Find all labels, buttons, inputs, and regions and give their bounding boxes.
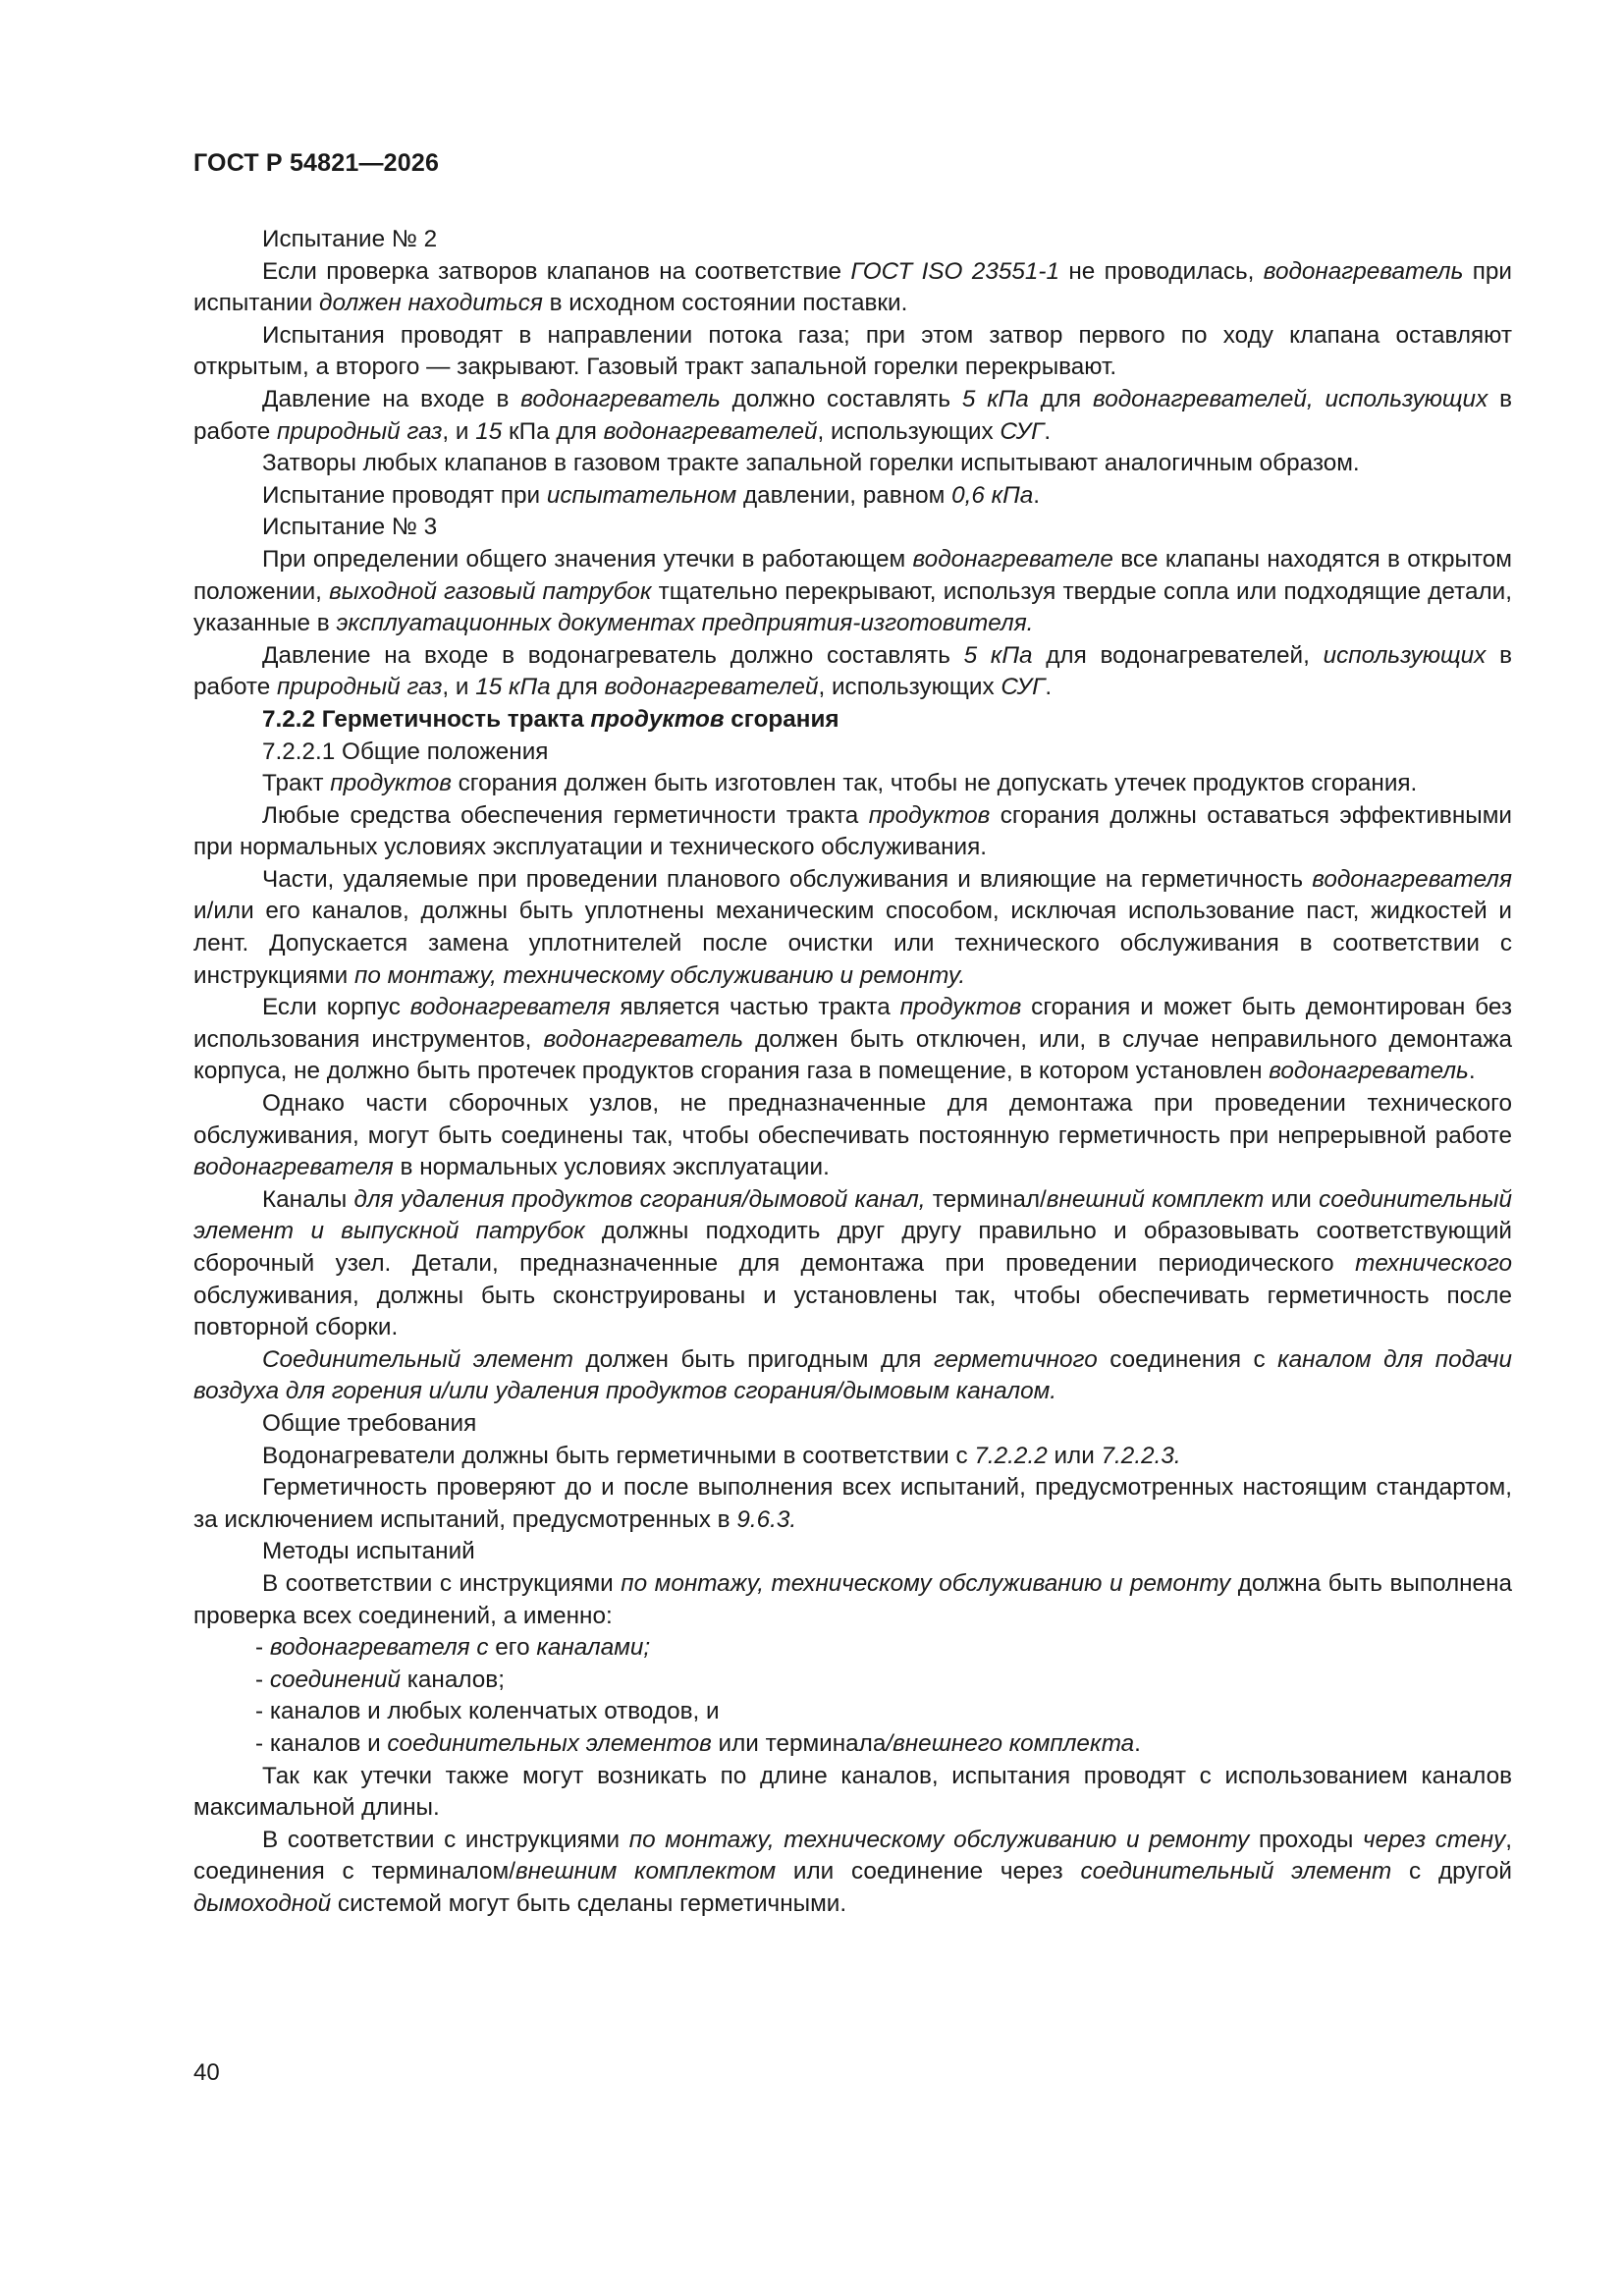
- paragraph: Испытание № 3: [262, 514, 438, 541]
- paragraph: Однако части сборочных узлов, не предназначенные для демонтажа при проведении технического обслуживания, могут быть соединены так, чтобы обеспечивать постоянную герметичность при непрерывной работе водонагревателя в нормальных условиях эксплуатации.: [193, 1090, 1512, 1181]
- paragraph: Методы испытаний: [262, 1538, 475, 1565]
- paragraph: Любые средства обеспечения герметичности тракта продуктов сгорания должны оставаться эффективными при нормальных условиях эксплуатации и технического обслуживания.: [193, 801, 1512, 861]
- paragraph: Соединительный элемент должен быть пригодным для герметичного соединения с каналом для подачи воздуха для горения и/или удаления продуктов сгорания/дымовым каналом.: [193, 1345, 1513, 1405]
- paragraph: Так как утечки также могут возникать по длине каналов, испытания проводят с использованием каналов максимальной длины.: [193, 1762, 1512, 1822]
- list-item: - водонагревателя с его каналами;: [255, 1634, 651, 1662]
- list-item: - соединений каналов;: [255, 1666, 505, 1693]
- paragraph: Если проверка затворов клапанов на соответствие ГОСТ ISO 23551-1 не проводилась, водонагреватель при испытании должен находиться в исходном состоянии поставки.: [193, 257, 1512, 317]
- list-item: - каналов и любых коленчатых отводов, и: [255, 1698, 720, 1725]
- paragraph: Герметичность проверяют до и после выполнения всех испытаний, предусмотренных настоящим стандартом, за исключением испытаний, предусмотренных в 9.6.3.: [193, 1474, 1512, 1533]
- paragraph: Давление на входе в водонагреватель должно составлять 5 кПа для водонагревателей, использующих в работе природный газ, и 15 кПа для водонагревателей, использующих СУГ.: [193, 385, 1512, 445]
- paragraph: Затворы любых клапанов в газовом тракте запальной горелки испытывают аналогичным образом.: [262, 450, 1360, 477]
- list-item: - каналов и соединительных элементов или терминала/внешнего комплекта.: [255, 1729, 1141, 1757]
- paragraph: В соответствии с инструкциями по монтажу, техническому обслуживанию и ремонту проходы через стену, соединения с терминалом/внешним комплектом или соединение через соединительный элемент с другой дымоходной системой могут быть сделаны герметичными.: [193, 1826, 1512, 1917]
- paragraph: Водонагреватели должны быть герметичными в соответствии с 7.2.2.2 или 7.2.2.3.: [262, 1442, 1181, 1469]
- document-header: ГОСТ Р 54821—2026: [193, 149, 440, 177]
- paragraph: Каналы для удаления продуктов сгорания/дымовой канал, терминал/внешний комплект или соединительный элемент и выпускной патрубок должны подходить друг другу правильно и образовывать соответствующий сборочный узел. Детали, предназначенные для демонтажа при проведении периодического технического обслуживания, должны быть сконструированы и установлены так, чтобы обеспечивать герметичность после повторной сборки.: [193, 1185, 1512, 1341]
- paragraph: Давление на входе в водонагреватель должно составлять 5 кПа для водонагревателей, использующих в работе природный газ, и 15 кПа для водонагревателей, использующих СУГ.: [193, 641, 1512, 701]
- paragraph: Тракт продуктов сгорания должен быть изготовлен так, чтобы не допускать утечек продуктов сгорания.: [262, 770, 1418, 797]
- paragraph: Испытание № 2: [262, 226, 438, 252]
- paragraph: Общие требования: [262, 1409, 477, 1437]
- paragraph: Части, удаляемые при проведении планового обслуживания и влияющие на герметичность водонагревателя и/или его каналов, должны быть уплотнены механическим способом, исключая использование паст, жидкостей и лент. Допускается замена уплотнителей после очистки или технического обслуживания в соответствии с инструкциями по монтажу, техническому обслуживанию и ремонту.: [193, 865, 1512, 989]
- document-body: [193, 224, 1512, 1920]
- paragraph: В соответствии с инструкциями по монтажу, техническому обслуживанию и ремонту должна быть выполнена проверка всех соединений, а именно:: [193, 1569, 1512, 1629]
- paragraph: Испытание проводят при испытательном давлении, равном 0,6 кПа.: [262, 481, 1040, 509]
- paragraph: Испытания проводят в направлении потока газа; при этом затвор первого по ходу клапана оставляют открытым, а второго — закрывают. Газовый тракт запальной горелки перекрывают.: [193, 321, 1512, 381]
- page-number: 40: [193, 2059, 220, 2086]
- paragraph: 7.2.2.1 Общие положения: [262, 738, 549, 765]
- section-heading: 7.2.2 Герметичность тракта продуктов сгорания: [262, 705, 839, 733]
- paragraph: Если корпус водонагревателя является частью тракта продуктов сгорания и может быть демонтирован без использования инструментов, водонагреватель должен быть отключен, или, в случае неправильного демонтажа корпуса, не должно быть протечек продуктов сгорания газа в помещение, в котором установлен водонагреватель.: [193, 994, 1513, 1085]
- paragraph: При определении общего значения утечки в работающем водонагревателе все клапаны находятся в открытом положении, выходной газовый патрубок тщательно перекрывают, используя твердые сопла или подходящие детали, указанные в эксплуатационных документах предприятия-изготовителя.: [193, 545, 1513, 637]
